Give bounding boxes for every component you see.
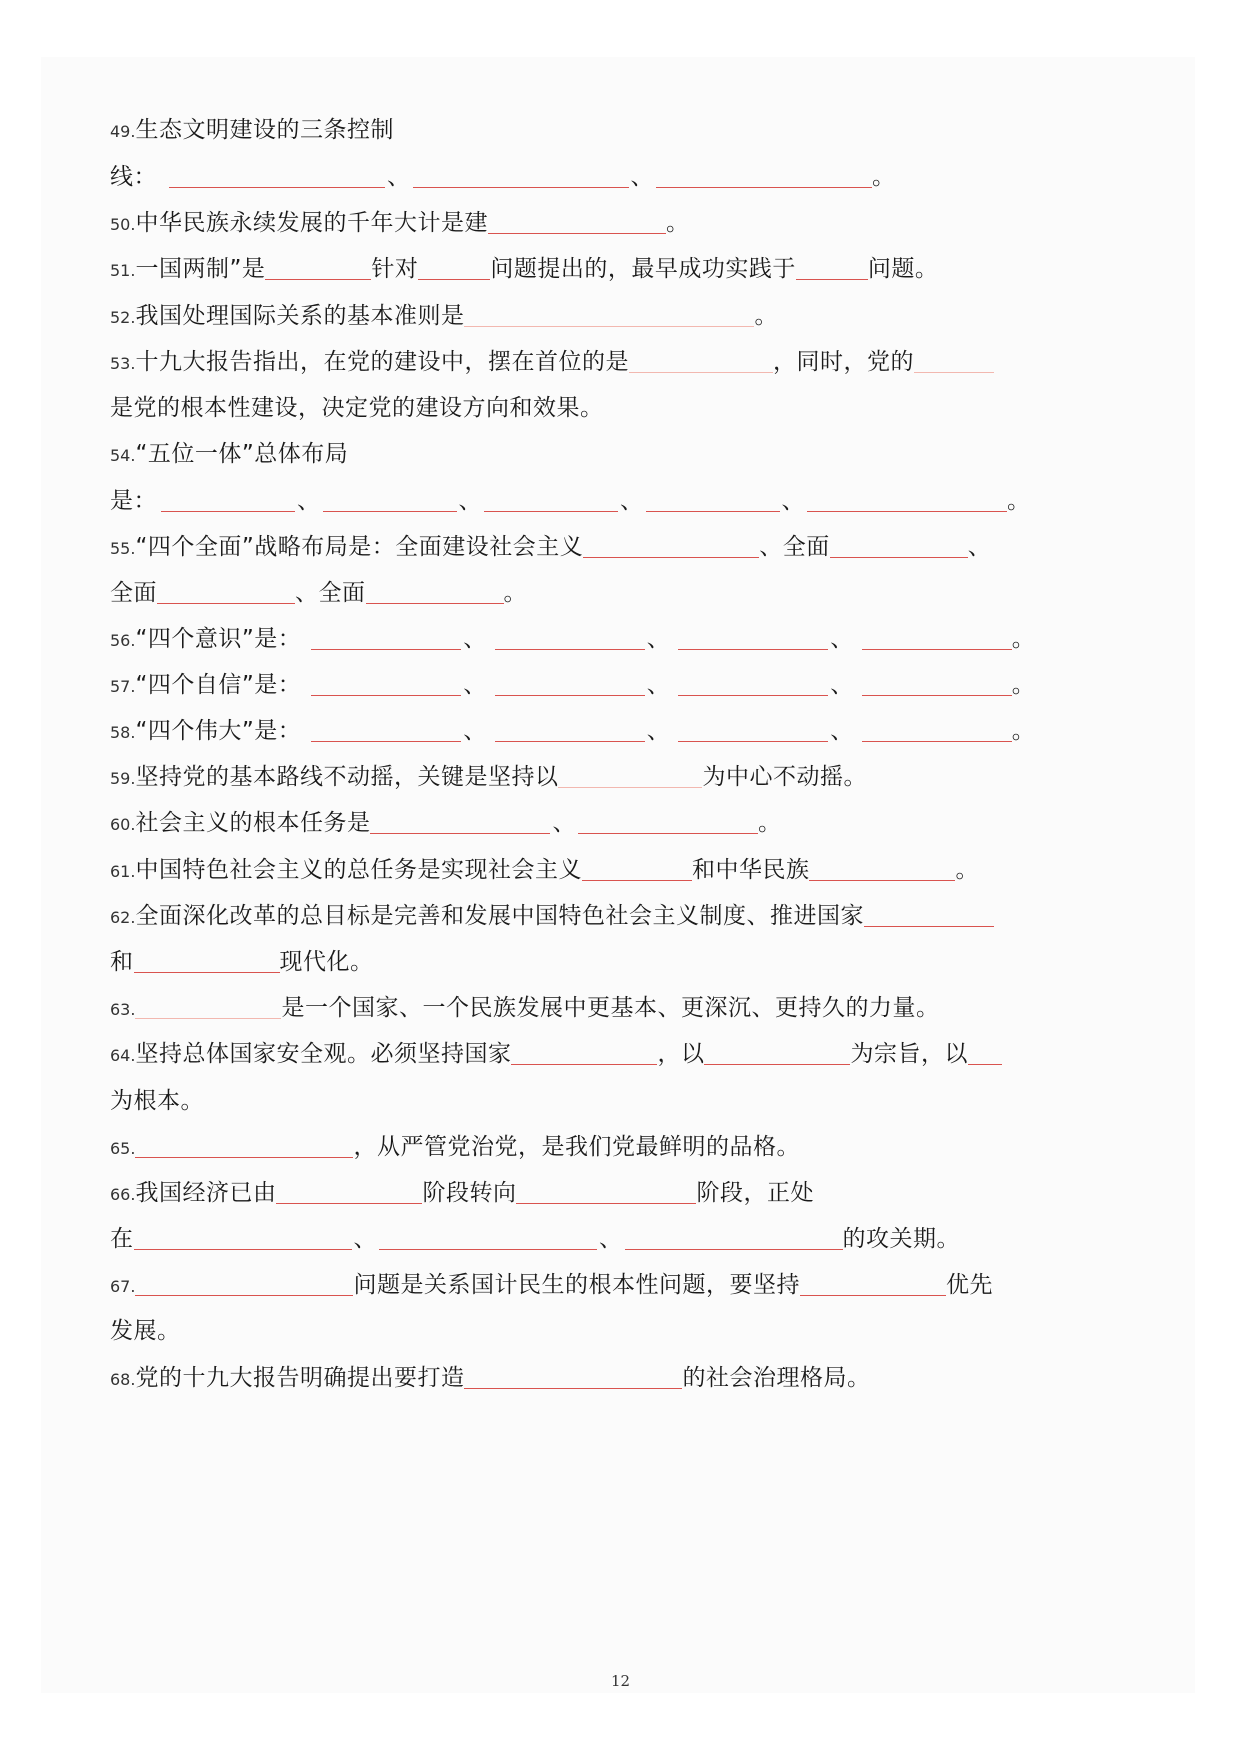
- separator: 、: [620, 488, 644, 514]
- question-number: 65.: [110, 1139, 136, 1158]
- punctuation: 。: [872, 164, 896, 190]
- question-52: [110, 299, 778, 333]
- question-text: 问题是关系国计民生的根本性问题，要坚持: [353, 1272, 800, 1298]
- punctuation: 。: [503, 580, 527, 606]
- question-number: 63.: [110, 1000, 136, 1019]
- answer-blank[interactable]: [464, 304, 754, 327]
- question-number: 61.: [110, 862, 136, 881]
- question-64-line-2: [110, 1084, 204, 1118]
- answer-blank[interactable]: [379, 1227, 597, 1250]
- question-66-line-1: [110, 1176, 814, 1210]
- question-text: 十九大报告指出，在党的建设中，摆在首位的是: [135, 349, 629, 375]
- answer-blank[interactable]: [495, 627, 645, 650]
- separator: 、: [781, 488, 805, 514]
- question-text: 坚持总体国家安全观。必须坚持国家: [135, 1041, 512, 1067]
- question-59: [110, 760, 867, 794]
- answer-blank[interactable]: [495, 673, 645, 696]
- question-number: 54.: [110, 446, 136, 465]
- answer-blank[interactable]: [583, 535, 759, 558]
- separator: 、: [463, 718, 487, 744]
- question-text: 阶段，正处: [696, 1180, 814, 1206]
- answer-blank[interactable]: [276, 1181, 422, 1204]
- question-number: 55.: [110, 539, 136, 558]
- answer-blank[interactable]: [157, 581, 295, 604]
- answer-blank[interactable]: [135, 1273, 353, 1296]
- punctuation: 。: [1011, 672, 1036, 698]
- question-51: [110, 252, 938, 286]
- question-text: 的社会治理格局。: [682, 1365, 871, 1391]
- question-text: 的攻关期。: [842, 1226, 960, 1252]
- answer-blank[interactable]: [488, 211, 666, 234]
- question-49-line-2: [110, 160, 896, 194]
- separator: 、: [830, 718, 854, 744]
- question-55-line-1: [110, 530, 991, 564]
- question-text: 、全面: [759, 534, 830, 560]
- question-number: 57.: [110, 677, 136, 696]
- punctuation: 。: [1011, 718, 1036, 744]
- question-text: 坚持党的基本路线不动摇，关键是坚持以: [135, 764, 559, 790]
- question-67-line-2: [110, 1314, 181, 1348]
- separator: 、: [353, 1226, 377, 1252]
- question-50: [110, 206, 689, 240]
- answer-blank[interactable]: [464, 1366, 682, 1389]
- answer-blank[interactable]: [495, 719, 645, 742]
- answer-blank[interactable]: [413, 165, 629, 188]
- answer-blank[interactable]: [625, 1227, 843, 1250]
- answer-blank[interactable]: [656, 165, 872, 188]
- separator: 、: [967, 534, 992, 560]
- question-text: 和中华民族: [691, 857, 810, 883]
- answer-blank[interactable]: [311, 627, 461, 650]
- question-number: 58.: [110, 723, 136, 742]
- question-text: “四个意识”是：: [135, 626, 302, 652]
- question-number: 56.: [110, 631, 136, 650]
- answer-blank[interactable]: [678, 673, 828, 696]
- answer-blank[interactable]: [311, 673, 461, 696]
- question-text: 社会主义的根本任务是: [135, 810, 371, 836]
- punctuation: 。: [1007, 488, 1031, 514]
- question-text: 中国特色社会主义的总任务是实现社会主义: [135, 857, 582, 883]
- question-text: 阶段转向: [422, 1180, 517, 1206]
- separator: 、: [297, 488, 321, 514]
- question-66-line-2: [110, 1222, 960, 1256]
- answer-blank[interactable]: [370, 811, 550, 834]
- question-text: 和: [110, 949, 134, 975]
- question-56: [110, 622, 1035, 656]
- answer-blank[interactable]: [582, 858, 692, 881]
- answer-blank[interactable]: [366, 581, 504, 604]
- question-text: 全面: [110, 580, 157, 606]
- answer-blank[interactable]: [161, 489, 295, 512]
- question-text: 、全面: [295, 580, 366, 606]
- separator: 、: [630, 164, 654, 190]
- question-text: “四个自信”是：: [135, 672, 302, 698]
- answer-blank[interactable]: [968, 1042, 1002, 1065]
- punctuation: 。: [1011, 626, 1036, 652]
- question-53-line-2: [110, 391, 604, 425]
- answer-blank[interactable]: [135, 996, 281, 1019]
- separator: 、: [599, 1226, 623, 1252]
- question-number: 60.: [110, 815, 136, 834]
- question-49-line-1: [110, 113, 394, 147]
- separator: 、: [646, 626, 671, 652]
- question-63: [110, 991, 939, 1025]
- question-text: 问题提出的，最早成功实践于: [490, 256, 796, 282]
- separator: 、: [646, 672, 671, 698]
- separator: 、: [463, 672, 487, 698]
- answer-blank[interactable]: [796, 257, 868, 280]
- answer-blank[interactable]: [809, 858, 955, 881]
- question-number: 51.: [110, 261, 136, 280]
- answer-blank[interactable]: [135, 1135, 353, 1158]
- question-text: 是一个国家、一个民族发展中更基本、更深沉、更持久的力量。: [281, 995, 940, 1021]
- separator: 、: [458, 488, 482, 514]
- question-text: 针对: [371, 256, 419, 282]
- separator: 、: [463, 626, 487, 652]
- question-text: ，同时，党的: [772, 349, 914, 375]
- answer-blank[interactable]: [484, 489, 618, 512]
- punctuation: 。: [955, 857, 979, 883]
- question-58: [110, 714, 1035, 748]
- answer-blank[interactable]: [134, 950, 280, 973]
- separator: 、: [830, 672, 854, 698]
- punctuation: 。: [754, 303, 778, 329]
- question-number: 50.: [110, 215, 136, 234]
- question-text: “四个伟大”是：: [135, 718, 302, 744]
- question-text: 全面深化改革的总目标是完善和发展中国特色社会主义制度、推进国家: [135, 903, 864, 929]
- answer-blank[interactable]: [800, 1273, 946, 1296]
- question-text: 问题。: [867, 256, 939, 282]
- separator: 、: [646, 718, 671, 744]
- page-number: 12: [610, 1672, 631, 1690]
- question-number: 49.: [110, 122, 136, 141]
- question-60: [110, 806, 781, 840]
- answer-blank[interactable]: [914, 350, 994, 373]
- question-text: “五位一体”总体布局: [135, 441, 349, 467]
- question-number: 52.: [110, 308, 136, 327]
- answer-blank[interactable]: [864, 904, 994, 927]
- question-67-line-1: [110, 1268, 993, 1302]
- question-text: ，从严管党治党，是我们党最鲜明的品格。: [353, 1134, 800, 1160]
- question-text: 现代化。: [279, 949, 374, 975]
- question-57: [110, 668, 1035, 702]
- answer-blank[interactable]: [862, 719, 1012, 742]
- question-61: [110, 853, 979, 887]
- question-55-line-2: [110, 576, 527, 610]
- question-text: 为宗旨，以: [850, 1041, 968, 1067]
- question-text: 生态文明建设的三条控制: [135, 117, 394, 143]
- question-number: 53.: [110, 354, 136, 373]
- question-54-line-2: [110, 484, 1031, 518]
- answer-blank[interactable]: [807, 489, 1007, 512]
- question-text: 优先: [945, 1272, 993, 1298]
- answer-blank[interactable]: [323, 489, 457, 512]
- question-text: 我国经济已由: [135, 1180, 277, 1206]
- question-number: 62.: [110, 908, 136, 927]
- answer-blank[interactable]: [558, 765, 702, 788]
- question-text: 发展。: [110, 1318, 181, 1344]
- answer-blank[interactable]: [678, 627, 828, 650]
- question-number: 68.: [110, 1370, 136, 1389]
- answer-blank[interactable]: [629, 350, 773, 373]
- question-text: 一国两制”是: [135, 256, 266, 282]
- question-text: ，以: [657, 1041, 705, 1067]
- punctuation: 。: [665, 210, 690, 236]
- question-text: 我国处理国际关系的基本准则是: [135, 303, 465, 329]
- question-54-line-1: [110, 437, 348, 471]
- separator: 、: [552, 810, 576, 836]
- answer-blank[interactable]: [169, 165, 385, 188]
- answer-blank[interactable]: [418, 257, 490, 280]
- punctuation: 。: [757, 810, 782, 836]
- answer-blank[interactable]: [830, 535, 968, 558]
- question-text: 是党的根本性建设，决定党的建设方向和效果。: [110, 395, 604, 421]
- answer-blank[interactable]: [704, 1042, 850, 1065]
- answer-blank[interactable]: [134, 1227, 352, 1250]
- answer-blank[interactable]: [516, 1181, 696, 1204]
- question-text: 是：: [110, 488, 157, 514]
- question-65: [110, 1130, 800, 1164]
- answer-blank[interactable]: [862, 673, 1012, 696]
- answer-blank[interactable]: [678, 719, 828, 742]
- question-number: 66.: [110, 1185, 136, 1204]
- answer-blank[interactable]: [511, 1042, 657, 1065]
- question-number: 59.: [110, 769, 136, 788]
- answer-blank[interactable]: [578, 811, 758, 834]
- answer-blank[interactable]: [862, 627, 1012, 650]
- question-text: 线：: [110, 164, 157, 190]
- question-62-line-1: [110, 899, 994, 933]
- question-64-line-1: [110, 1037, 1002, 1071]
- answer-blank[interactable]: [265, 257, 371, 280]
- separator: 、: [387, 164, 411, 190]
- question-number: 67.: [110, 1277, 136, 1296]
- question-68: [110, 1361, 870, 1395]
- question-text: 中华民族永续发展的千年大计是建: [135, 210, 488, 236]
- question-62-line-2: [110, 945, 374, 979]
- question-text: 为根本。: [110, 1088, 204, 1114]
- question-text: 党的十九大报告明确提出要打造: [135, 1365, 465, 1391]
- answer-blank[interactable]: [646, 489, 780, 512]
- question-text: 在: [110, 1226, 134, 1252]
- question-53-line-1: [110, 345, 994, 379]
- question-text: 为中心不动摇。: [702, 764, 867, 790]
- separator: 、: [830, 626, 854, 652]
- answer-blank[interactable]: [311, 719, 461, 742]
- question-number: 64.: [110, 1046, 136, 1065]
- question-text: “四个全面”战略布局是：全面建设社会主义: [135, 534, 584, 560]
